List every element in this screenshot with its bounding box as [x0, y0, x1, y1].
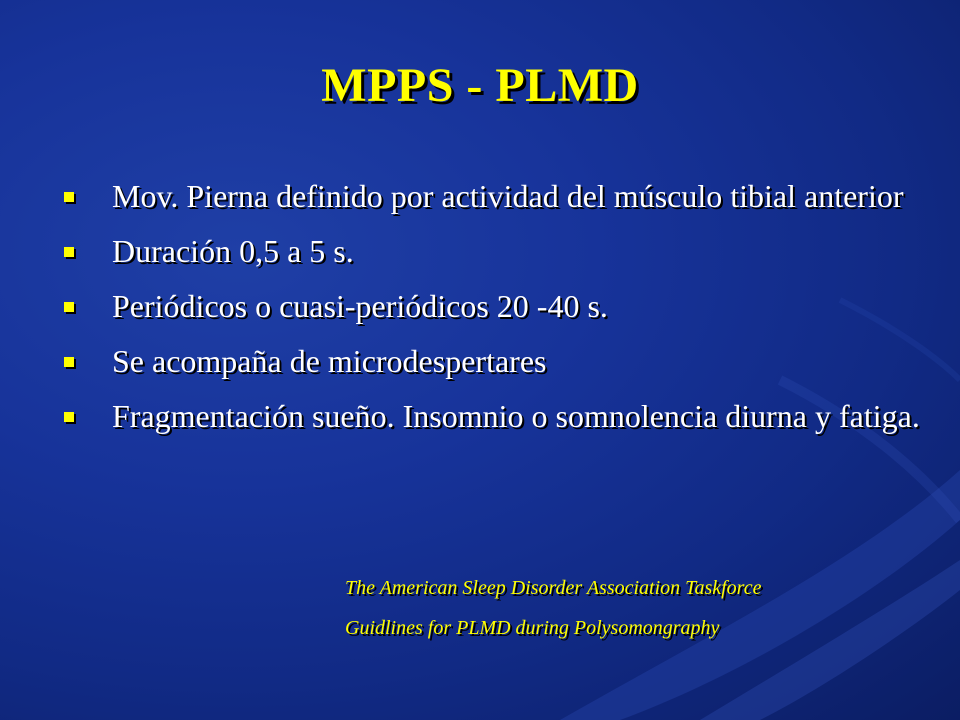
list-item: [60, 341, 920, 381]
bullet-text: Se acompaña de microdespertares: [112, 343, 547, 379]
citation: [345, 568, 925, 648]
square-bullet-icon: [64, 357, 74, 367]
list-item: [60, 396, 920, 436]
list-item: [60, 286, 920, 326]
bullet-list: [60, 176, 920, 451]
square-bullet-icon: [64, 192, 74, 202]
bullet-text: Duración 0,5 a 5 s.: [112, 233, 354, 269]
list-item: [60, 231, 920, 271]
square-bullet-icon: [64, 247, 74, 257]
citation-line-1: The American Sleep Disorder Association Taskforce: [345, 577, 762, 599]
bullet-text: Fragmentación sueño. Insomnio o somnolencia diurna y fatiga.: [112, 398, 920, 434]
slide-title: MPPS - PLMD: [321, 59, 639, 112]
bullet-text: Mov. Pierna definido por actividad del músculo tibial anterior: [112, 178, 904, 214]
citation-line-2: Guidlines for PLMD during Polysomongraphy: [345, 617, 720, 639]
square-bullet-icon: [64, 302, 74, 312]
square-bullet-icon: [64, 412, 74, 422]
list-item: [60, 176, 920, 216]
bullet-text: Periódicos o cuasi-periódicos 20 -40 s.: [112, 288, 608, 324]
